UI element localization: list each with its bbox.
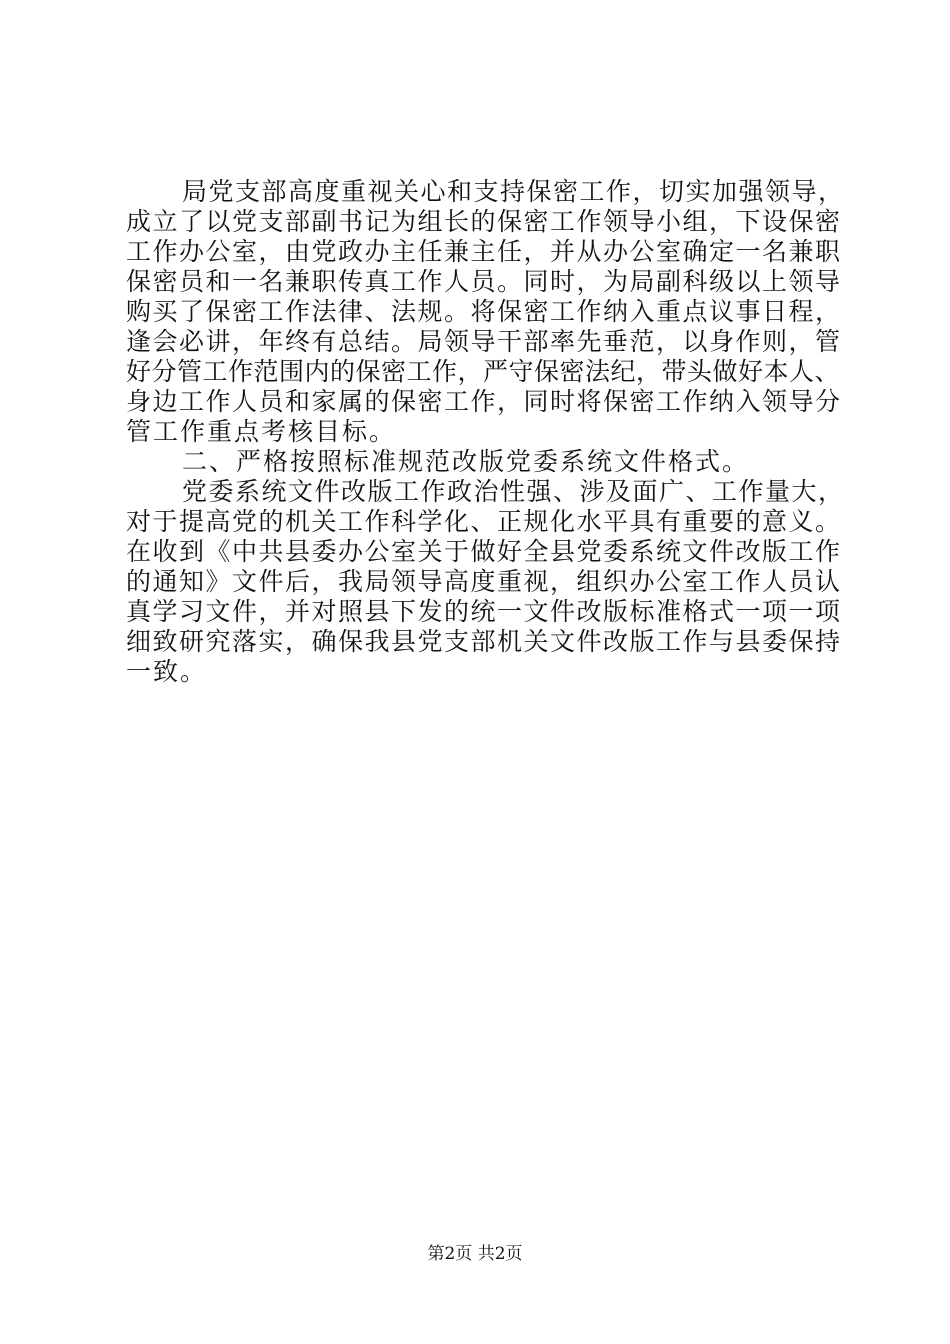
text-line: 对于提高党的机关工作科学化、正规化水平具有重要的意义。: [126, 507, 842, 536]
text-line: 党委系统文件改版工作政治性强、涉及面广、工作量大，: [182, 477, 845, 506]
text-line: 真学习文件，并对照县下发的统一文件改版标准格式一项一项: [126, 597, 842, 626]
text-line: 一致。: [126, 657, 208, 686]
text-line: 身边工作人员和家属的保密工作，同时将保密工作纳入领导分: [126, 387, 842, 416]
text-line: 购买了保密工作法律、法规。将保密工作纳入重点议事日程，: [126, 297, 842, 326]
text-line: 的通知》文件后，我局领导高度重视，组织办公室工作人员认: [126, 567, 842, 596]
text-line: 二、严格按照标准规范改版党委系统文件格式。: [182, 447, 750, 476]
text-line: 好分管工作范围内的保密工作，严守保密法纪，带头做好本人、: [126, 357, 841, 386]
document-body: [126, 177, 846, 687]
text-line: 在收到《中共县委办公室关于做好全县党委系统文件改版工作: [126, 537, 842, 566]
text-line: 局党支部高度重视关心和支持保密工作，切实加强领导，: [182, 177, 845, 206]
text-line: 成立了以党支部副书记为组长的保密工作领导小组，下设保密: [126, 207, 842, 236]
text-line: 细致研究落实，确保我县党支部机关文件改版工作与县委保持: [126, 627, 842, 656]
text-line: 逢会必讲，年终有总结。局领导干部率先垂范，以身作则，管: [126, 327, 842, 356]
page-footer: [0, 1243, 950, 1265]
text-line: 工作办公室，由党政办主任兼主任，并从办公室确定一名兼职: [126, 237, 842, 266]
page-number-label: 第2页 共2页: [427, 1244, 523, 1264]
text-line: 管工作重点考核目标。: [126, 417, 397, 446]
text-line: 保密员和一名兼职传真工作人员。同时，为局副科级以上领导: [126, 267, 842, 296]
